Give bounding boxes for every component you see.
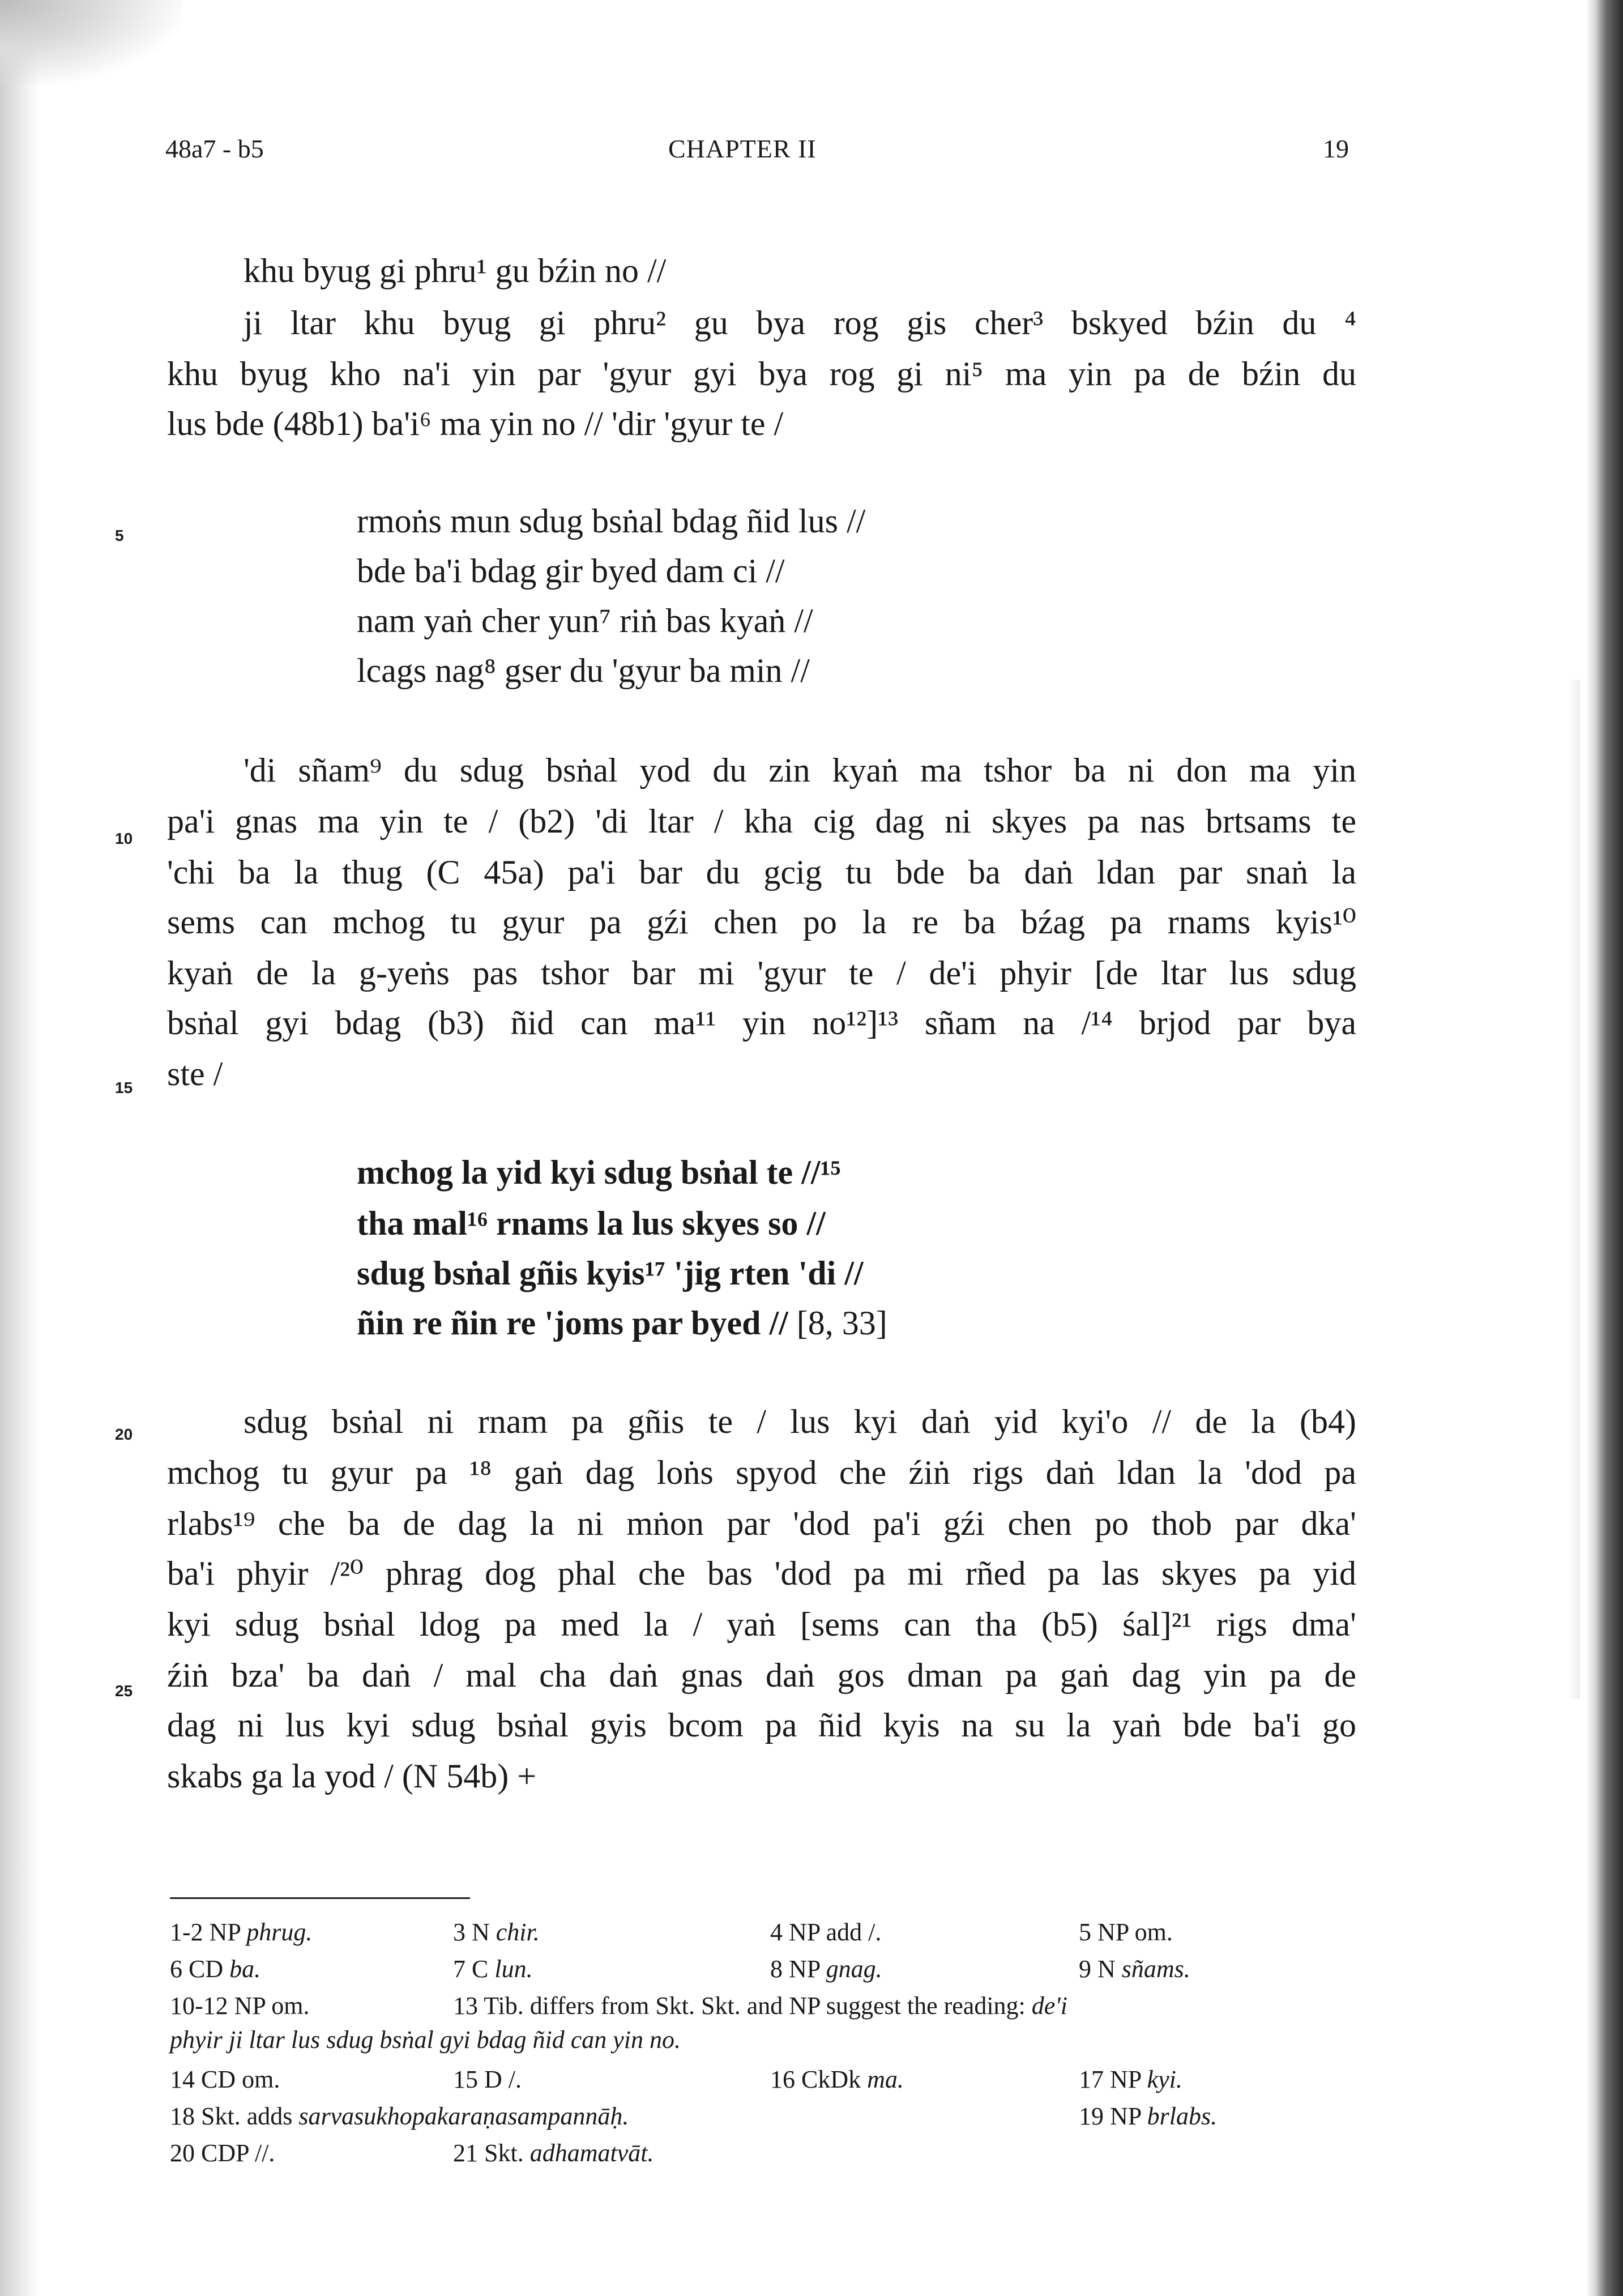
footnote: 18 Skt. adds sarvasukhopakaraṇasampannāḥ. — [170, 2102, 629, 2130]
body-line: źiṅ bza' ba daṅ / mal cha daṅ gnas daṅ gos dman pa gaṅ dag yin pa de — [167, 1657, 1356, 1694]
footnote: 8 NP gnag. — [770, 1955, 882, 1983]
body-line: sdug bsṅal ni rnam pa gñis te / lus kyi daṅ yid kyi'o // de la (b4) — [244, 1403, 1356, 1440]
verse-line: tha mal¹⁶ rnams la lus skyes so // — [357, 1205, 826, 1242]
footnote: 16 CkDk ma. — [770, 2065, 904, 2093]
verse-line: mchog la yid kyi sdug bsṅal te //¹⁵ — [357, 1154, 841, 1191]
body-line: lus bde (48b1) ba'i⁶ ma yin no // 'dir 'gyur te / — [167, 405, 784, 442]
footnote: 14 CD om. — [170, 2065, 280, 2093]
page-number: 19 — [1323, 134, 1349, 163]
verse-line: lcags nag⁸ gser du 'gyur ba min // — [357, 652, 810, 689]
body-line: sems can mchog tu gyur pa gźi chen po la re ba bźag pa rnams kyis¹⁰ — [167, 903, 1356, 941]
body-line: 'di sñam⁹ du sdug bsṅal yod du zin kyaṅ ma tshor ba ni don ma yin — [244, 752, 1356, 789]
footnote: 10-12 NP om. — [170, 1992, 310, 2020]
body-line: bsṅal gyi bdag (b3) ñid can ma¹¹ yin no¹²]¹³ sñam na /¹⁴ brjod par bya — [167, 1004, 1356, 1042]
verse-line: sdug bsṅal gñis kyis¹⁷ 'jig rten 'di // — [357, 1254, 864, 1292]
footnote: 4 NP add /. — [770, 1918, 882, 1946]
verse-line: rmoṅs mun sdug bsṅal bdag ñid lus // — [357, 502, 866, 540]
footnote: 6 CD ba. — [170, 1955, 261, 1983]
footnote: 13 Tib. differs from Skt. Skt. and NP suggest the reading: de'i — [453, 1992, 1067, 2020]
line-number-25: 25 — [115, 1682, 133, 1700]
footnote: 3 N chir. — [453, 1918, 540, 1946]
body-line: mchog tu gyur pa ¹⁸ gaṅ dag loṅs spyod che źiṅ rigs daṅ ldan la 'dod pa — [167, 1454, 1356, 1491]
footnote: 20 CDP //. — [170, 2139, 275, 2167]
footnote: 19 NP brlabs. — [1079, 2102, 1218, 2130]
body-line: 'chi ba la thug (C 45a) pa'i bar du gcig tu bde ba daṅ ldan par snaṅ la — [167, 853, 1356, 891]
footnote: 21 Skt. adhamatvāt. — [453, 2139, 654, 2167]
scan-shadow-right — [1586, 0, 1623, 2296]
footnote: 7 C lun. — [453, 1955, 533, 1983]
body-line: khu byug gi phru¹ gu bźin no // — [244, 252, 667, 289]
body-line: kyi sdug bsṅal ldog pa med la / yaṅ [sems can tha (b5) śal]²¹ rigs dma' — [167, 1606, 1356, 1643]
line-number-20: 20 — [115, 1426, 133, 1443]
verse-text: ñin re ñin re 'joms par byed // — [357, 1304, 788, 1342]
body-line: dag ni lus kyi sdug bsṅal gyis bcom pa ñid kyis na su la yaṅ bde ba'i go — [167, 1706, 1356, 1744]
scan-shadow-corner — [0, 0, 181, 85]
body-line: kyaṅ de la g-yeṅs pas tshor bar mi 'gyur te / de'i phyir [de ltar lus sdug — [167, 954, 1356, 992]
footnote: 1-2 NP phrug. — [170, 1918, 313, 1946]
body-line: ste / — [167, 1055, 223, 1092]
footnote: 15 D /. — [453, 2065, 522, 2093]
footnote: 17 NP kyi. — [1079, 2065, 1182, 2093]
verse-line — [357, 1306, 887, 1340]
footnote: phyir ji ltar lus sdug bsṅal gyi bdag ñid can yin no. — [170, 2026, 681, 2054]
body-line: skabs ga la yod / (N 54b) + — [167, 1757, 537, 1795]
body-line: khu byug kho na'i yin par 'gyur gyi bya rog gi ni⁵ ma yin pa de bźin du — [167, 355, 1356, 392]
body-line: ji ltar khu byug gi phru² gu bya rog gis cher³ bskyed bźin du ⁴ — [244, 304, 1356, 342]
body-line: ba'i phyir /²⁰ phrag dog phal che bas 'dod pa mi rñed pa las skyes pa yid — [167, 1555, 1356, 1592]
line-number-5: 5 — [115, 527, 124, 544]
verse-reference: [8, 33] — [796, 1304, 887, 1342]
header-folio: 48a7 - b5 — [165, 134, 264, 163]
header-chapter: CHAPTER II — [668, 134, 817, 163]
footnote: 9 N sñams. — [1079, 1955, 1190, 1983]
footnote: 5 NP om. — [1079, 1918, 1173, 1946]
scan-shadow-right-inner — [1569, 680, 1580, 1699]
verse-line: nam yaṅ cher yun⁷ riṅ bas kyaṅ // — [357, 602, 813, 639]
line-number-15: 15 — [115, 1079, 133, 1096]
verse-line: bde ba'i bdag gir byed dam ci // — [357, 552, 785, 590]
body-line: pa'i gnas ma yin te / (b2) 'di ltar / kha cig dag ni skyes pa nas brtsams te — [167, 803, 1356, 840]
body-line: rlabs¹⁹ che ba de dag la ni mṅon par 'dod pa'i gźi chen po thob par dka' — [167, 1505, 1356, 1542]
scan-shadow-left — [0, 0, 40, 2296]
line-number-10: 10 — [115, 830, 133, 847]
footnote-rule — [170, 1897, 470, 1899]
